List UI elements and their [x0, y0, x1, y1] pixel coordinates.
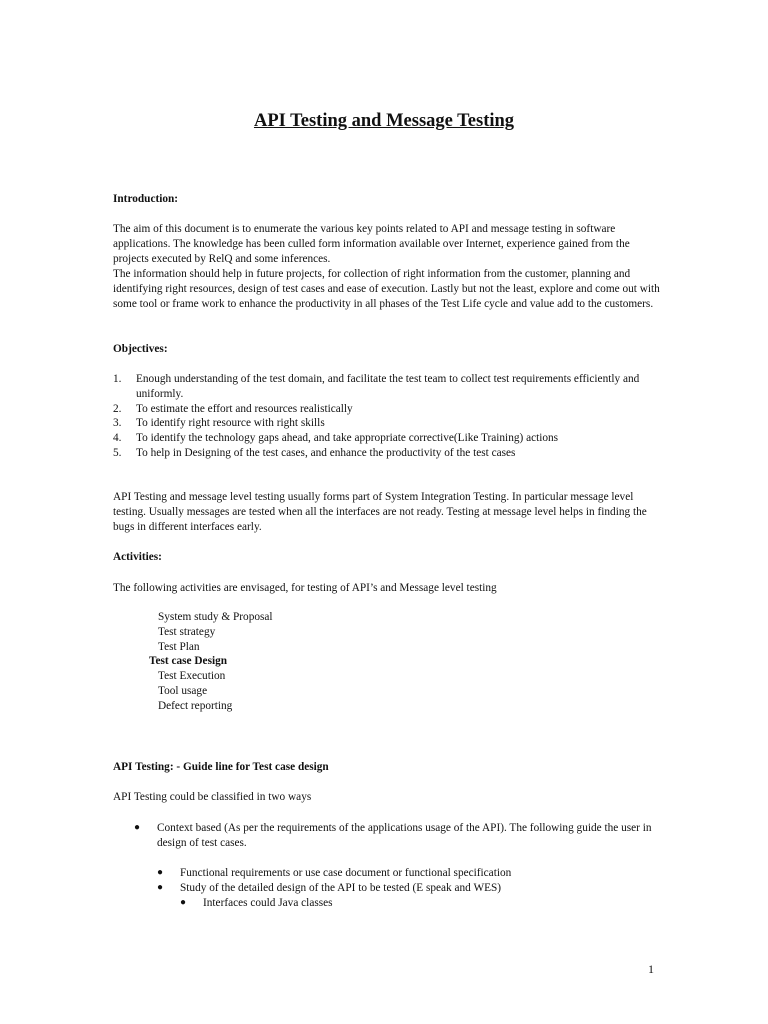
activity-item: Test Execution [158, 670, 226, 683]
system-integration-paragraph: API Testing and message level testing usually forms part of System Integration Testing. In particular message level testing. Usually messages are tested when all the interfaces are not ready. Testing at message level helps in finding the bugs in different interfaces early. [113, 491, 647, 533]
activities-heading: Activities: [113, 551, 162, 563]
document-title: API Testing and Message Testing [253, 111, 515, 131]
activity-item: System study & Proposal [158, 611, 273, 623]
bullet-icon: ● [157, 867, 164, 878]
api-testing-heading: API Testing: - Guide line for Test case design [113, 761, 329, 773]
objective-item: 5. To help in Designing of the test cases, and enhance the productivity of the test cases [113, 446, 516, 459]
api-testing-intro: API Testing could be classified in two ways [113, 791, 312, 803]
bullet-icon: ● [134, 822, 141, 833]
api-testing-sub-sub-bullets [180, 896, 603, 911]
objective-item: 3. To identify right resource with right skills [113, 417, 325, 430]
activity-item: Defect reporting [158, 699, 233, 712]
objectives-list [113, 372, 673, 461]
activities-list [149, 610, 458, 714]
bullet-item: ● Context based (As per the requirements of the applications usage of the API). The following guide the user in design of test cases. [134, 822, 652, 849]
bullet-icon: ● [157, 881, 164, 893]
sub-bullet-item: ● Functional requirements or use case document or functional specification [157, 867, 512, 879]
activity-item: Test Plan [158, 640, 200, 653]
bullet-icon: ● [180, 897, 187, 908]
introduction-heading: Introduction: [113, 193, 179, 205]
sub-sub-bullet-item: ● Interfaces could Java classes [180, 897, 333, 909]
activities-intro: The following activities are envisaged, for testing of API’s and Message level testing [113, 582, 497, 594]
objectives-heading: Objectives: [113, 343, 168, 355]
objective-item: 2. To estimate the effort and resources realistically [113, 402, 353, 415]
introduction-paragraph-2: The information should help in future projects, for collection of right information from the customer, planning and identifying right resources, design of test cases and ease of execution. Lastly but not the least, explore and come out with some tool or frame work to enhance the productivity in all phases of the Test Life cycle and value add to the customers. [113, 268, 660, 310]
activity-item: Tool usage [158, 684, 208, 697]
introduction-paragraph-1: The aim of this document is to enumerate the various key points related to API and message testing in software applications. The knowledge has been culled form information available over Internet, experience gained from the projects executed by RelQ and some inferences. [113, 223, 630, 265]
page-number: 1 [648, 962, 654, 976]
api-testing-bullets [134, 821, 662, 851]
sub-bullet-item: ● Study of the detailed design of the API to be tested (E speak and WES) [157, 881, 502, 894]
objective-item: 4. To identify the technology gaps ahead, and take appropriate corrective(Like Training) actions [113, 432, 559, 445]
objective-item: 1. Enough understanding of the test domain, and facilitate the test team to collect test requirements efficiently and uniformly. [113, 373, 640, 400]
activity-item: Test strategy [158, 625, 216, 638]
activity-item-highlighted: Test case Design [149, 655, 228, 668]
api-testing-sub-bullets [157, 866, 660, 896]
